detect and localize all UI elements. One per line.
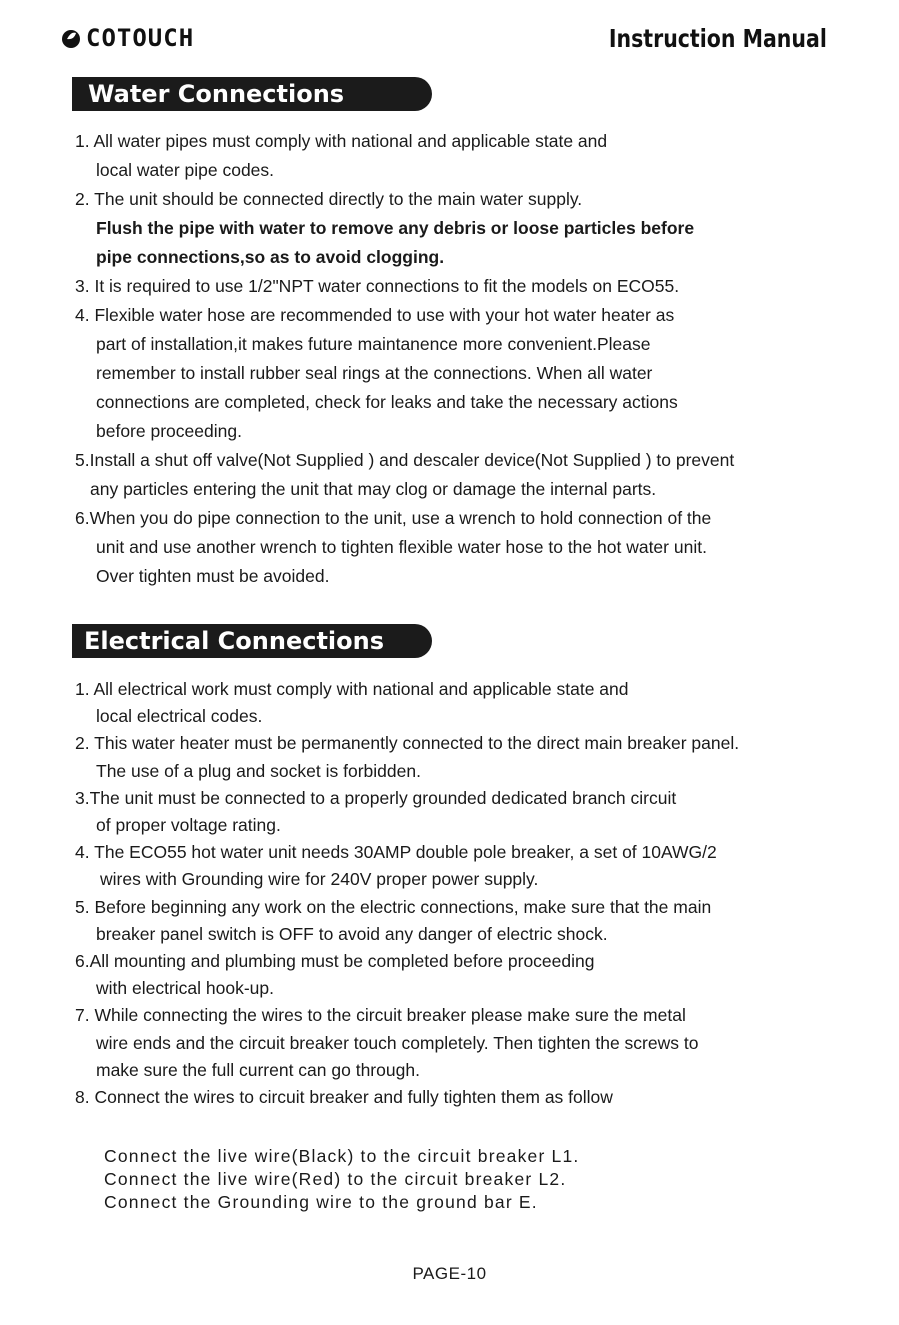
wire-connection-list	[104, 1145, 579, 1214]
connect-line-ground: Connect the Grounding wire to the ground bar E.	[104, 1192, 538, 1212]
electrical-item-2: 2. This water heater must be permanently connected to the direct main breaker panel. The use of a plug and socket is forbidden.	[75, 733, 740, 781]
electrical-instructions	[75, 676, 885, 1111]
connect-line-l2: Connect the live wire(Red) to the circuit breaker L2.	[104, 1169, 567, 1189]
water-item-5: 5.Install a shut off valve(Not Supplied ) and descaler device(Not Supplied ) to prevent any particles entering the unit that may clog or damage the internal parts.	[75, 450, 735, 499]
water-item-1: 1. All water pipes must comply with national and applicable state and local water pipe codes.	[75, 131, 608, 180]
page-number: PAGE-10	[412, 1264, 487, 1283]
electrical-item-3: 3.The unit must be connected to a properly grounded dedicated branch circuit of proper voltage rating.	[75, 787, 677, 836]
electrical-item-4: 4. The ECO55 hot water unit needs 30AMP double pole breaker, a set of 10AWG/2 wires with Grounding wire for 240V proper power supply.	[75, 842, 717, 890]
electrical-item-7: 7. While connecting the wires to the circuit breaker please make sure the metal wire ends and the circuit breaker touch completely. Then tighten the screws to make sure the full current can go through.	[75, 1005, 699, 1080]
water-item-6: 6.When you do pipe connection to the unit, use a wrench to hold connection of the unit and use another wrench to tighten flexible water hose to the hot water unit. Over tighten must be avoided.	[75, 508, 712, 586]
brand-name: COTOUCH	[86, 24, 195, 52]
electrical-item-1: 1. All electrical work must comply with national and applicable state and local electrical codes.	[75, 679, 629, 727]
water-instructions	[75, 127, 885, 591]
water-item-4: 4. Flexible water hose are recommended to use with your hot water heater as part of installation,it makes future maintanence more convenient.Please remember to install rubber seal rings at the connections. When all water connections are completed, check for leaks and take the necessary actions before proceeding.	[75, 305, 678, 441]
electrical-item-5: 5. Before beginning any work on the electric connections, make sure that the main breaker panel switch is OFF to avoid any danger of electric shock.	[75, 896, 712, 944]
connect-line-l1: Connect the live wire(Black) to the circuit breaker L1.	[104, 1146, 580, 1166]
water-item-2: 2. The unit should be connected directly to the main water supply.	[75, 189, 583, 209]
electrical-item-6: 6.All mounting and plumbing must be completed before proceeding with electrical hook-up.	[75, 951, 595, 999]
water-section-title: Water Connections	[72, 77, 432, 111]
electrical-section-title: Electrical Connections	[72, 624, 432, 658]
water-flush-warning: Flush the pipe with water to remove any debris or loose particles before pipe connections,so as to avoid clogging.	[96, 218, 695, 267]
water-item-3: 3. It is required to use 1/2"NPT water connections to fit the models on ECO55.	[75, 276, 680, 296]
brand-leaf-icon	[60, 27, 82, 49]
electrical-item-8: 8. Connect the wires to circuit breaker and fully tighten them as follow	[75, 1087, 613, 1108]
manual-title: Instruction Manual	[608, 24, 827, 53]
brand-logo	[60, 24, 194, 52]
